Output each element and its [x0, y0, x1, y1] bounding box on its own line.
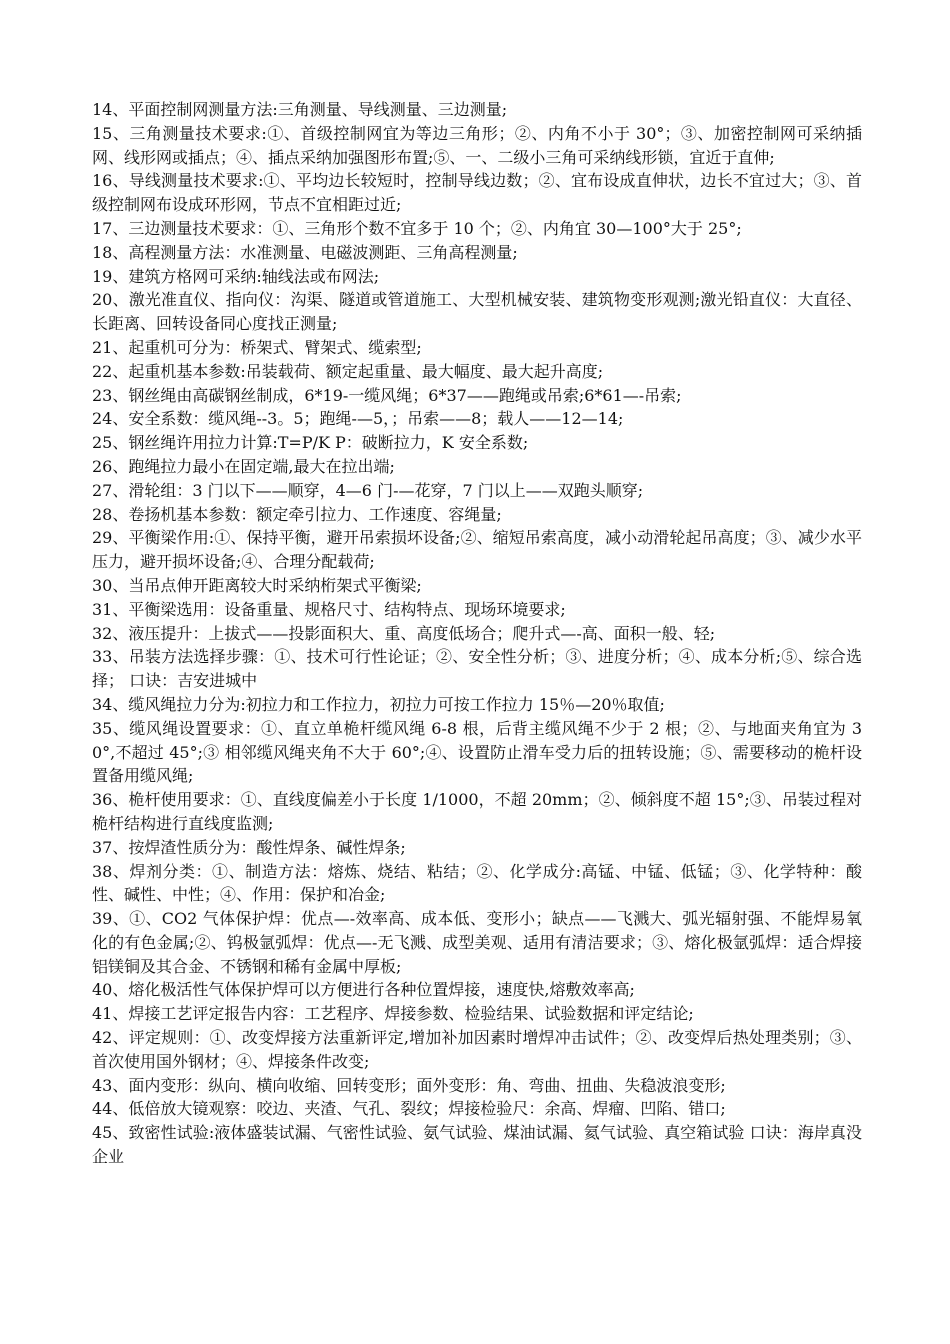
list-item: 22、起重机基本参数:吊装载荷、额定起重量、最大幅度、最大起升高度;	[92, 361, 604, 381]
list-item: 27、滑轮组：3 门以下——顺穿，4—6 门-—花穿，7 门以上——双跑头顺穿;	[92, 480, 644, 500]
list-item: 33、吊装方法选择步骤：①、技术可行性论证；②、安全性分析；③、进度分析；④、成本分析;⑤、综合选择； 口诀：吉安进城中	[92, 647, 862, 691]
list-item: 25、钢丝绳许用拉力计算:T=P/K P：破断拉力，K 安全系数;	[92, 433, 529, 453]
list-item: 43、面内变形：纵向、横向收缩、回转变形；面外变形：角、弯曲、扭曲、失稳波浪变形;	[92, 1075, 726, 1095]
list-item: 31、平衡梁选用：设备重量、规格尺寸、结构特点、现场环境要求;	[92, 599, 566, 619]
list-item: 34、缆风绳拉力分为:初拉力和工作拉力，初拉力可按工作拉力 15％—20％取值;	[92, 694, 665, 714]
document-page	[92, 98, 862, 1169]
list-item: 16、导线测量技术要求:①、平均边长较短时，控制导线边数；②、宜布设成直伸状，边长不宜过大；③、首级控制网布设成环形网，节点不宜相距过近;	[92, 171, 862, 215]
list-item: 23、钢丝绳由高碳钢丝制成，6*19-一缆风绳；6*37——跑绳或吊索;6*61—-吊索;	[92, 385, 682, 405]
list-item: 29、平衡梁作用:①、保持平衡，避开吊索损坏设备;②、缩短吊索高度，减小动滑轮起吊高度；③、减少水平压力，避开损坏设备;④、合理分配载荷;	[92, 528, 862, 572]
list-item: 36、桅杆使用要求：①、直线度偏差小于长度 1/1000，不超 20mm；②、倾斜度不超 15°;③、吊装过程对桅杆结构进行直线度监测;	[92, 790, 862, 833]
list-item: 14、平面控制网测量方法:三角测量、导线测量、三边测量;	[92, 100, 508, 119]
list-item: 28、卷扬机基本参数：额定牵引拉力、工作速度、容绳量;	[92, 504, 502, 524]
list-item: 35、缆风绳设置要求：①、直立单桅杆缆风绳 6-8 根，后背主缆风绳不少于 2 根；②、与地面夹角宜为 30°,不超过 45°;③ 相邻缆风绳夹角不大于 60°;④、设置防止滑车受力后的扭转设施；⑤、需要移动的桅杆设置备用缆风绳;	[92, 718, 862, 786]
list-item: 20、激光准直仪、指向仪：沟渠、隧道或管道施工、大型机械安装、建筑物变形观测;激光铅直仪：大直径、长距离、回转设备同心度找正测量;	[92, 290, 862, 334]
list-item: 41、焊接工艺评定报告内容：工艺程序、焊接参数、检验结果、试验数据和评定结论;	[92, 1004, 694, 1024]
list-item: 42、评定规则：①、改变焊接方法重新评定,增加补加因素时增焊冲击试件；②、改变焊后热处理类别；③、首次使用国外钢材；④、焊接条件改变;	[92, 1028, 862, 1071]
list-item: 40、熔化极活性气体保护焊可以方便进行各种位置焊接，速度快,熔敷效率高;	[92, 980, 635, 1000]
list-item: 38、焊剂分类：①、制造方法：熔炼、烧结、粘结；②、化学成分:高锰、中锰、低锰；③、化学特种：酸性、碱性、中性；④、作用：保护和冶金;	[92, 861, 862, 905]
list-item: 24、安全系数：缆风绳--3。5；跑绳-—5，；吊索——8；载人——12—14;	[92, 409, 624, 429]
list-item: 37、按焊渣性质分为：酸性焊条、碱性焊条;	[92, 837, 406, 857]
list-item: 30、当吊点伸开距离较大时采纳桁架式平衡梁;	[92, 575, 422, 595]
list-item: 21、起重机可分为：桥架式、臂架式、缆索型;	[92, 337, 422, 357]
list-item: 44、低倍放大镜观察：咬边、夹渣、气孔、裂纹；焊接检验尺：余高、焊瘤、凹陷、错口;	[92, 1099, 726, 1119]
list-item: 17、三边测量技术要求：①、三角形个数不宜多于 10 个；②、内角宜 30—100°大于 25°;	[92, 218, 742, 238]
list-item: 19、建筑方格网可采纳:轴线法或布网法;	[92, 266, 380, 286]
list-item: 15、三角测量技术要求:①、首级控制网宜为等边三角形；②、内角不小于 30°；③、加密控制网可采纳插网、线形网或插点；④、插点采纳加强图形布置;⑤、一、二级小三角可采纳线形锁，宜近于直伸;	[92, 123, 862, 167]
list-item: 18、高程测量方法：水准测量、电磁波测距、三角高程测量;	[92, 242, 518, 262]
list-item: 45、致密性试验:液体盛装试漏、气密性试验、氨气试验、煤油试漏、氦气试验、真空箱试验 口诀：海岸真没企业	[92, 1123, 862, 1167]
list-item: 32、液压提升：上拔式——投影面积大、重、高度低场合；爬升式—-高、面积一般、轻;	[92, 623, 716, 643]
list-item: 26、跑绳拉力最小在固定端,最大在拉出端;	[92, 456, 395, 476]
list-item: 39、①、CO2 气体保护焊：优点—-效率高、成本低、变形小；缺点——飞溅大、弧光辐射强、不能焊易氧化的有色金属;②、钨极氩弧焊：优点—-无飞溅、成型美观、适用有清洁要求；③、熔化极氩弧焊：适合焊接铝镁铜及其合金、不锈钢和稀有金属中厚板;	[92, 909, 862, 976]
